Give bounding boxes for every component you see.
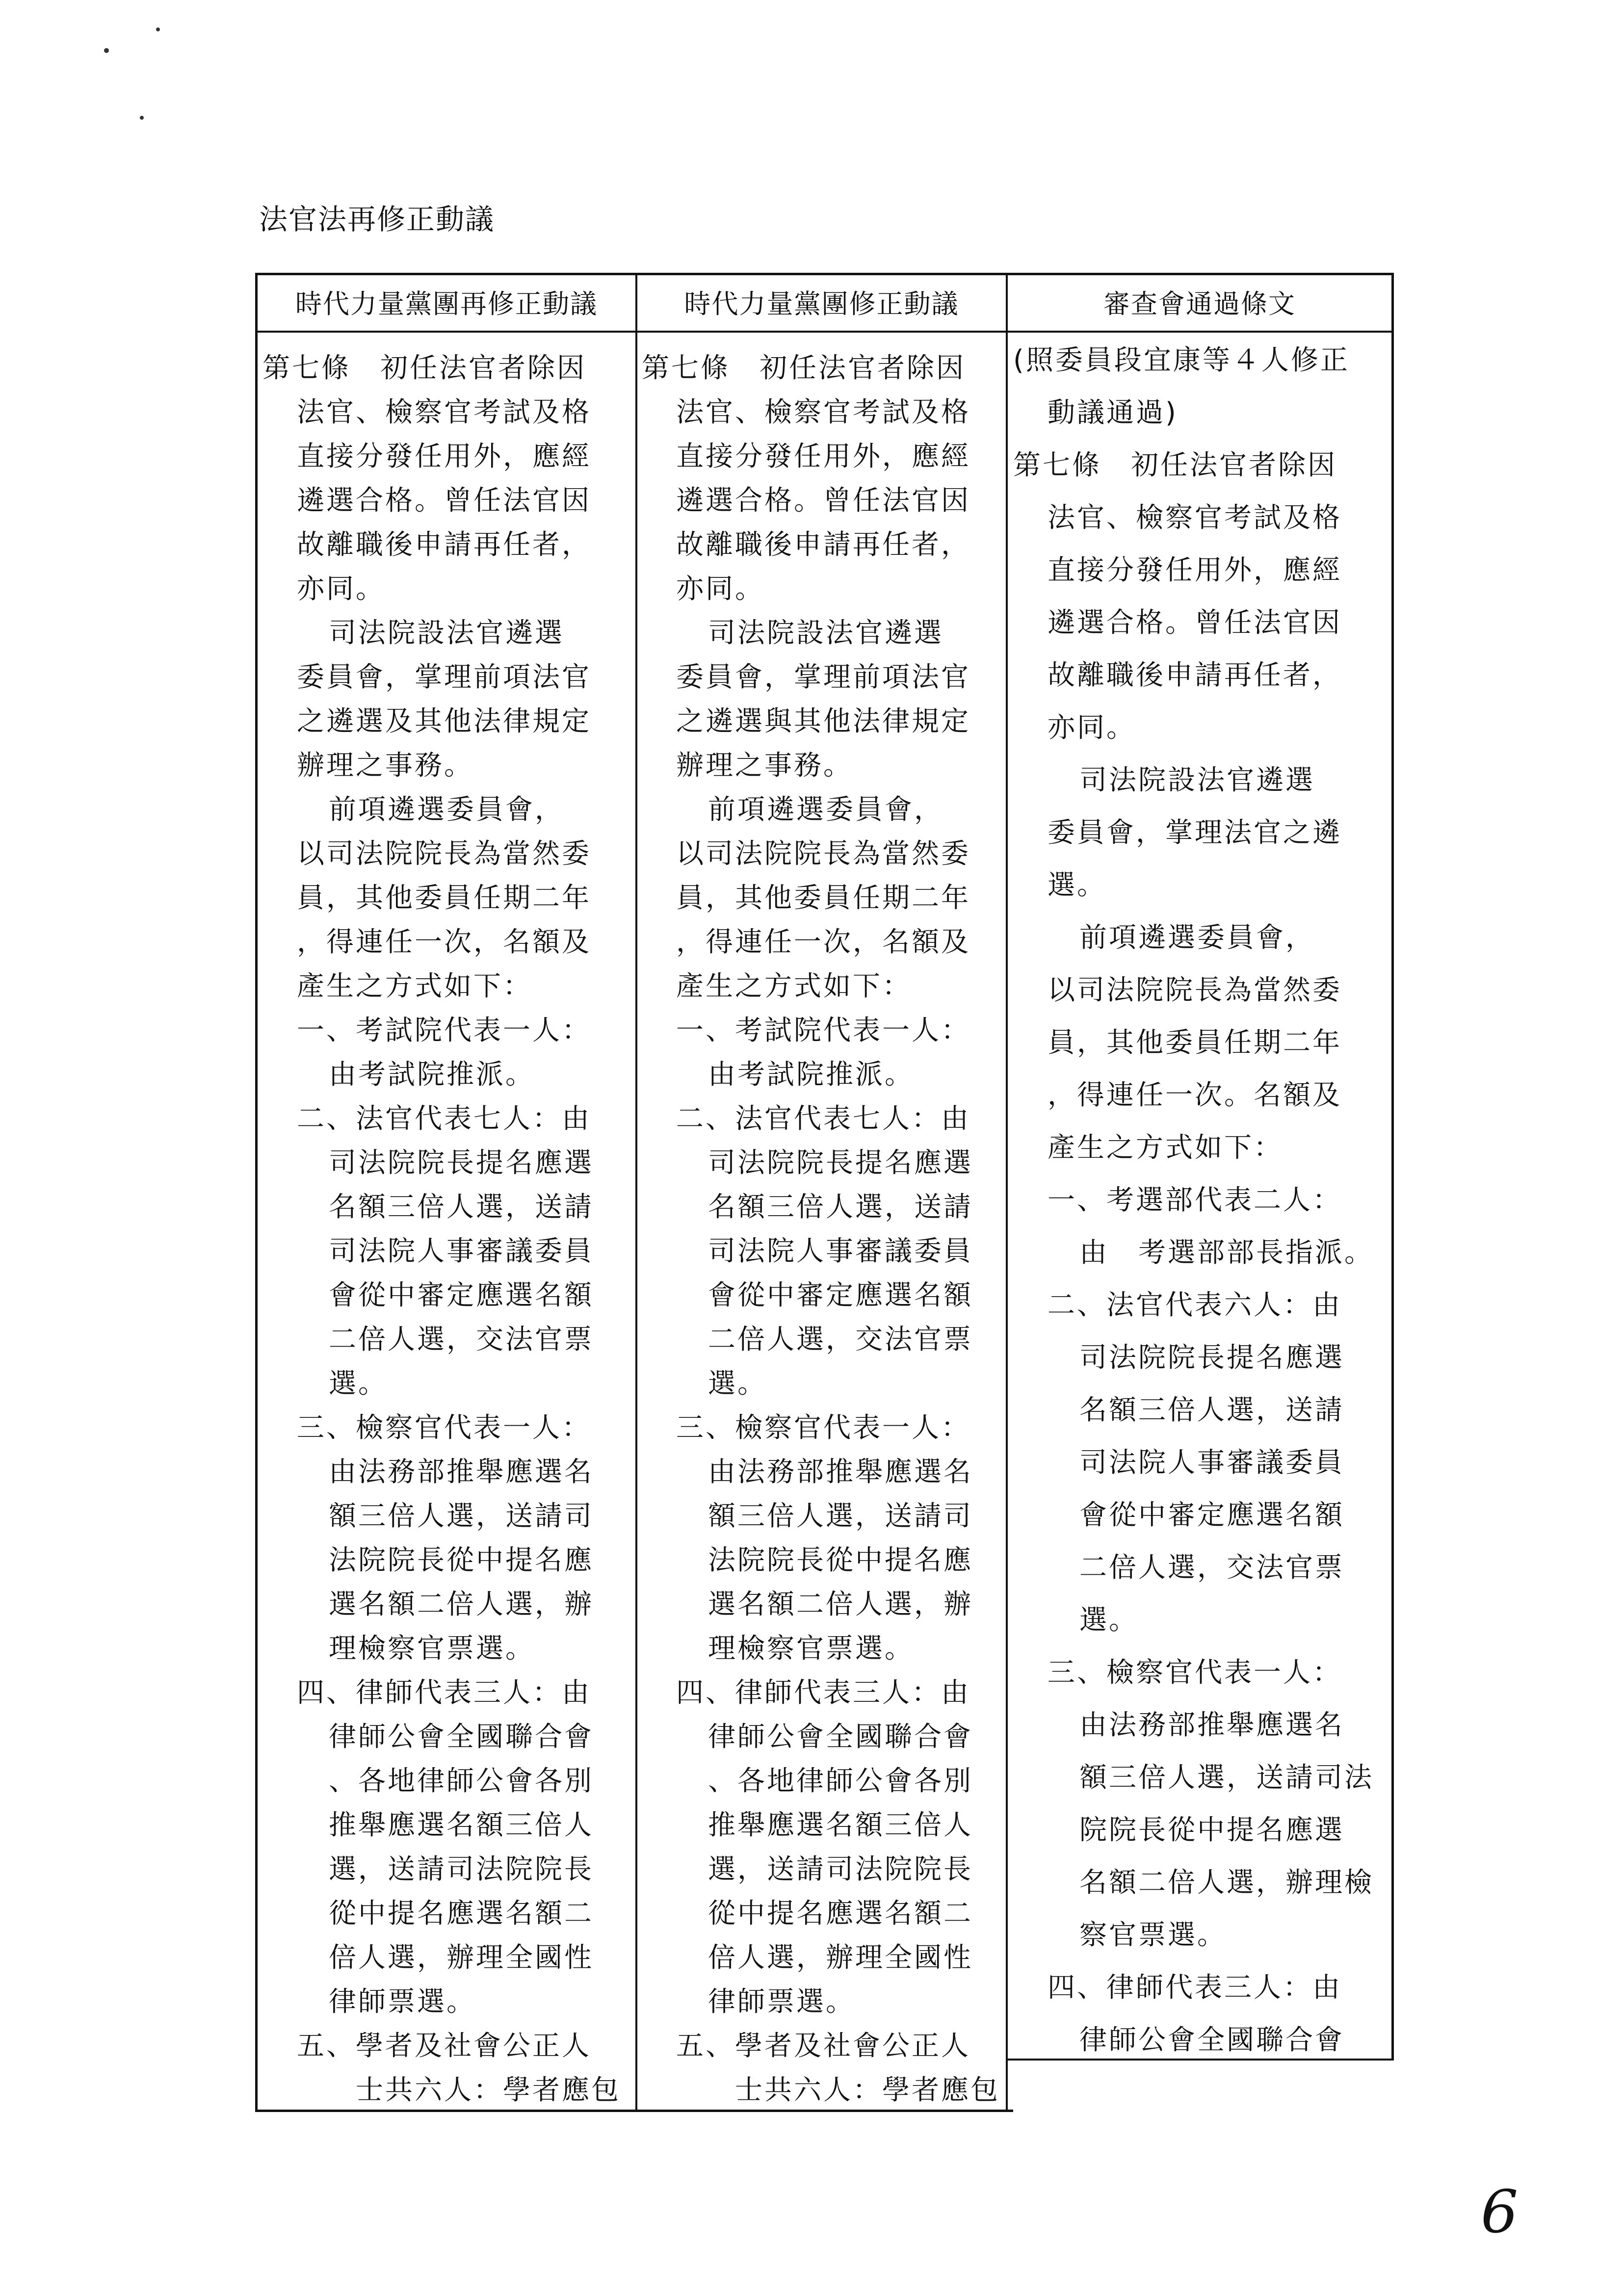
text-line: 以司法院院長為當然委 — [676, 838, 970, 870]
text-line: 司法院設法官遴選 — [329, 617, 564, 649]
text-line: 額三倍人選，送請司法 — [1079, 1762, 1374, 1794]
text-line: 產生之方式如下： — [1048, 1132, 1283, 1164]
text-line: 二、法官代表六人：由 — [1048, 1289, 1342, 1321]
text-line: 以司法院院長為當然委 — [1048, 974, 1342, 1006]
text-line: 院院長從中提名應選 — [1079, 1814, 1344, 1846]
text-line: 第七條 初任法官者除因 — [642, 352, 966, 384]
text-line: 倍人選，辦理全國性 — [329, 1942, 594, 1974]
text-line: 司法院人事審議委員 — [1079, 1447, 1344, 1479]
text-line: 五、學者及社會公正人 — [676, 2030, 970, 2062]
text-line: ，得連任一次。名額及 — [1048, 1079, 1342, 1111]
text-line: 司法院人事審議委員 — [708, 1235, 973, 1267]
text-line: 法官、檢察官考試及格 — [1048, 502, 1342, 534]
text-line: 產生之方式如下： — [297, 970, 532, 1002]
text-line: 故離職後申請再任者， — [676, 529, 970, 561]
text-line: 遴選合格。曾任法官因 — [297, 485, 591, 517]
text-line: 委員會，掌理前項法官 — [297, 661, 591, 693]
text-line: 二倍人選，交法官票 — [329, 1324, 594, 1356]
text-line: 一、考試院代表一人： — [297, 1015, 591, 1046]
text-line: 律師票選。 — [708, 1986, 855, 2018]
scan-speck — [140, 116, 144, 120]
text-line: 推舉應選名額三倍人 — [329, 1809, 594, 1841]
text-line: 法官、檢察官考試及格 — [676, 396, 970, 428]
text-line: 直接分發任用外，應經 — [297, 441, 591, 472]
text-line: 選名額二倍人選，辦 — [708, 1589, 973, 1620]
text-line: (照委員段宜康等４人修正 — [1013, 344, 1350, 376]
text-line: 遴選合格。曾任法官因 — [1048, 607, 1342, 639]
text-line: 選。 — [708, 1368, 767, 1400]
text-line: 律師公會全國聯合會 — [1079, 2024, 1344, 2056]
text-line: 三、檢察官代表一人： — [297, 1412, 591, 1444]
text-line: 選。 — [1048, 869, 1106, 901]
text-line: 二、法官代表七人：由 — [297, 1103, 591, 1135]
text-line: 律師公會全國聯合會 — [708, 1721, 973, 1753]
text-line: 由考試院推派。 — [708, 1059, 914, 1091]
column-divider-2 — [1006, 273, 1008, 2112]
text-line: 之遴選及其他法律規定 — [297, 705, 591, 737]
text-line: 故離職後申請再任者， — [297, 529, 591, 561]
column-header-a: 時代力量黨團再修正動議 — [295, 288, 598, 319]
text-line: 動議通過) — [1048, 397, 1178, 429]
document-title: 法官法再修正動議 — [259, 203, 495, 236]
text-line: 由法務部推舉應選名 — [1079, 1709, 1344, 1741]
text-line: 第七條 初任法官者除因 — [262, 352, 586, 384]
text-line: 、各地律師公會各別 — [708, 1765, 973, 1797]
text-line: 名額三倍人選，送請 — [1079, 1394, 1344, 1426]
comparison-table — [255, 273, 1393, 2113]
text-line: 員，其他委員任期二年 — [1048, 1027, 1342, 1059]
text-line: 理檢察官票選。 — [708, 1633, 914, 1665]
text-line: 之遴選與其他法律規定 — [676, 705, 970, 737]
text-line: 四、律師代表三人：由 — [676, 1677, 970, 1709]
column-header-b: 時代力量黨團修正動議 — [684, 288, 959, 319]
text-line: 五、學者及社會公正人 — [297, 2030, 591, 2062]
page-number: 6 — [1481, 2178, 1519, 2246]
text-line: 司法院人事審議委員 — [329, 1235, 594, 1267]
text-line: 前項遴選委員會， — [1079, 922, 1315, 954]
text-line: 二、法官代表七人：由 — [676, 1103, 970, 1135]
text-line: 、各地律師公會各別 — [329, 1765, 594, 1797]
text-line: 亦同。 — [1048, 712, 1136, 744]
text-line: 從中提名應選名額二 — [708, 1898, 973, 1930]
text-line: 額三倍人選，送請司 — [329, 1500, 594, 1532]
text-line: 士共六人：學者應包 — [356, 2074, 621, 2106]
text-line: 前項遴選委員會， — [708, 794, 943, 826]
text-line: 司法院院長提名應選 — [1079, 1342, 1344, 1374]
scan-speck — [156, 27, 160, 31]
text-line: 委員會，掌理前項法官 — [676, 661, 970, 693]
text-line: 委員會，掌理法官之遴 — [1048, 817, 1342, 849]
text-line: 由法務部推舉應選名 — [708, 1456, 973, 1488]
text-line: 法官、檢察官考試及格 — [297, 396, 591, 428]
text-line: 三、檢察官代表一人： — [676, 1412, 970, 1444]
column-a-text — [262, 346, 621, 2113]
column-divider-1 — [635, 273, 637, 2112]
text-line: 由 考選部部長指派。 — [1079, 1237, 1374, 1269]
column-header-c: 審查會通過條文 — [1103, 288, 1296, 319]
text-line: 會從中審定應選名額 — [329, 1279, 594, 1311]
text-line: 辦理之事務。 — [297, 750, 473, 782]
text-line: 察官票選。 — [1079, 1919, 1227, 1951]
text-line: 名額三倍人選，送請 — [708, 1191, 973, 1223]
text-line: 由考試院推派。 — [329, 1059, 535, 1091]
text-line: 選名額二倍人選，辦 — [329, 1589, 594, 1620]
text-line: 會從中審定應選名額 — [1079, 1499, 1344, 1531]
text-line: 辦理之事務。 — [676, 750, 853, 782]
text-line: 以司法院院長為當然委 — [297, 838, 591, 870]
text-line: 從中提名應選名額二 — [329, 1898, 594, 1930]
text-line: 名額三倍人選，送請 — [329, 1191, 594, 1223]
text-line: 員，其他委員任期二年 — [676, 882, 970, 914]
text-line: 四、律師代表三人：由 — [297, 1677, 591, 1709]
text-line: 司法院院長提名應選 — [329, 1147, 594, 1179]
text-line: 推舉應選名額三倍人 — [708, 1809, 973, 1841]
text-line: 選，送請司法院院長 — [329, 1853, 594, 1885]
text-line: 司法院院長提名應選 — [708, 1147, 973, 1179]
text-line: 由法務部推舉應選名 — [329, 1456, 594, 1488]
column-b-text — [642, 346, 1000, 2113]
text-line: 三、檢察官代表一人： — [1048, 1657, 1342, 1689]
text-line: ，得連任一次，名額及 — [676, 926, 970, 958]
text-line: 選，送請司法院院長 — [708, 1853, 973, 1885]
text-line: 司法院設法官遴選 — [1079, 764, 1315, 796]
text-line: 法院院長從中提名應 — [329, 1544, 594, 1576]
text-line: 法院院長從中提名應 — [708, 1544, 973, 1576]
text-line: 士共六人：學者應包 — [735, 2074, 1000, 2106]
table-left-border — [255, 273, 258, 2112]
text-line: 直接分發任用外，應經 — [1048, 554, 1342, 586]
text-line: 律師票選。 — [329, 1986, 476, 2018]
text-line: 一、考試院代表一人： — [676, 1015, 970, 1046]
text-line: 一、考選部代表二人： — [1048, 1184, 1342, 1216]
text-line: 二倍人選，交法官票 — [708, 1324, 973, 1356]
column-c-text — [1013, 334, 1374, 2066]
text-line: 故離職後申請再任者， — [1048, 659, 1342, 691]
text-line: 亦同。 — [676, 573, 764, 605]
header-separator — [255, 331, 1393, 333]
text-line: 額三倍人選，送請司 — [708, 1500, 973, 1532]
text-line: 司法院設法官遴選 — [708, 617, 943, 649]
text-line: 前項遴選委員會， — [329, 794, 564, 826]
text-line: 四、律師代表三人：由 — [1048, 1972, 1342, 2004]
text-line: 律師公會全國聯合會 — [329, 1721, 594, 1753]
text-line: 名額二倍人選，辦理檢 — [1079, 1867, 1374, 1899]
text-line: 倍人選，辦理全國性 — [708, 1942, 973, 1974]
text-line: 直接分發任用外，應經 — [676, 441, 970, 472]
text-line: 選。 — [329, 1368, 388, 1400]
text-line: 理檢察官票選。 — [329, 1633, 535, 1665]
text-line: 產生之方式如下： — [676, 970, 912, 1002]
text-line: 員，其他委員任期二年 — [297, 882, 591, 914]
text-line: 二倍人選，交法官票 — [1079, 1552, 1344, 1584]
text-line: 會從中審定應選名額 — [708, 1279, 973, 1311]
text-line: ，得連任一次，名額及 — [297, 926, 591, 958]
scan-speck — [104, 48, 109, 53]
text-line: 亦同。 — [297, 573, 385, 605]
text-line: 第七條 初任法官者除因 — [1013, 449, 1337, 481]
table-right-border — [1391, 273, 1394, 2061]
text-line: 遴選合格。曾任法官因 — [676, 485, 970, 517]
text-line: 選。 — [1079, 1604, 1138, 1636]
